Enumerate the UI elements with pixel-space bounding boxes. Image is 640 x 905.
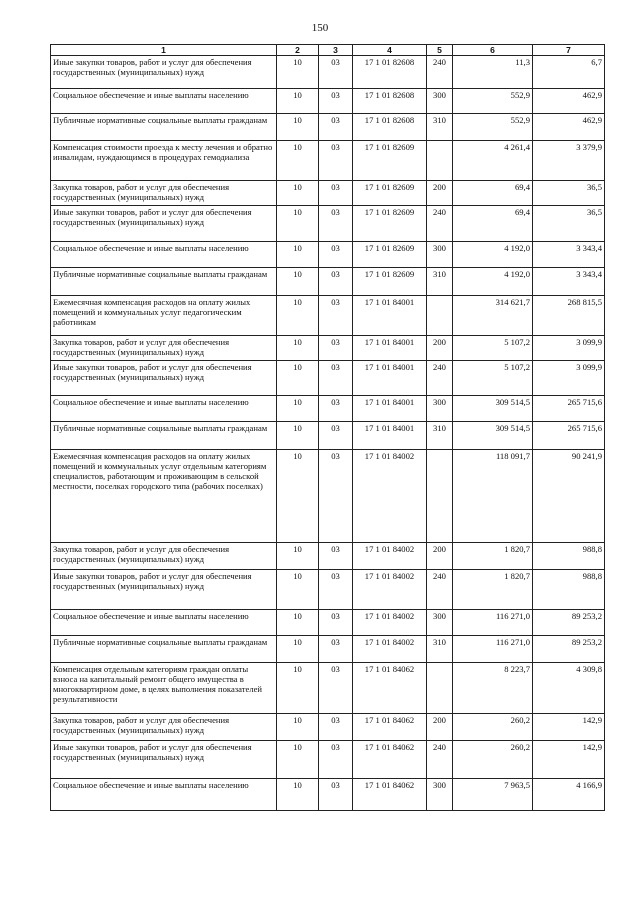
table-row [51, 336, 605, 361]
row-section: 10 [277, 296, 319, 336]
row-amount-actual: 988,8 [533, 543, 605, 570]
row-amount-actual: 462,9 [533, 114, 605, 141]
row-expense-type [427, 296, 453, 336]
row-description: Компенсация стоимости проезда к месту лечения и обратно инвалидам, нуждающимся в процедурах гемодиализа [51, 141, 277, 181]
row-description: Социальное обеспечение и иные выплаты населению [51, 242, 277, 268]
row-amount-actual: 4 309,8 [533, 663, 605, 714]
row-description: Иные закупки товаров, работ и услуг для обеспечения государственных (муниципальных) нужд [51, 206, 277, 242]
row-amount-actual: 3 343,4 [533, 242, 605, 268]
row-target-article: 17 1 01 82609 [353, 242, 427, 268]
row-amount-plan: 5 107,2 [453, 336, 533, 361]
row-section: 10 [277, 422, 319, 450]
table-row [51, 361, 605, 396]
row-amount-plan: 7 963,5 [453, 779, 533, 811]
row-target-article: 17 1 01 82608 [353, 114, 427, 141]
row-amount-plan: 309 514,5 [453, 396, 533, 422]
row-amount-plan: 309 514,5 [453, 422, 533, 450]
row-subsection: 03 [319, 663, 353, 714]
row-description: Социальное обеспечение и иные выплаты населению [51, 779, 277, 811]
row-subsection: 03 [319, 610, 353, 636]
row-description: Социальное обеспечение и иные выплаты населению [51, 610, 277, 636]
row-section: 10 [277, 56, 319, 89]
column-header: 7 [533, 45, 605, 56]
row-target-article: 17 1 01 82609 [353, 181, 427, 206]
row-target-article: 17 1 01 84001 [353, 396, 427, 422]
row-expense-type [427, 141, 453, 181]
row-target-article: 17 1 01 84062 [353, 741, 427, 779]
row-amount-plan: 4 261,4 [453, 141, 533, 181]
table-row [51, 741, 605, 779]
row-subsection: 03 [319, 450, 353, 543]
row-description: Закупка товаров, работ и услуг для обеспечения государственных (муниципальных) нужд [51, 714, 277, 741]
row-amount-actual: 89 253,2 [533, 610, 605, 636]
row-target-article: 17 1 01 84002 [353, 450, 427, 543]
row-target-article: 17 1 01 84001 [353, 296, 427, 336]
row-expense-type: 200 [427, 543, 453, 570]
row-section: 10 [277, 361, 319, 396]
row-subsection: 03 [319, 570, 353, 610]
row-amount-actual: 6,7 [533, 56, 605, 89]
column-header: 6 [453, 45, 533, 56]
row-target-article: 17 1 01 84002 [353, 543, 427, 570]
row-description: Публичные нормативные социальные выплаты гражданам [51, 268, 277, 296]
row-target-article: 17 1 01 84002 [353, 636, 427, 663]
row-expense-type: 310 [427, 268, 453, 296]
table-row [51, 570, 605, 610]
row-subsection: 03 [319, 114, 353, 141]
row-amount-plan: 11,3 [453, 56, 533, 89]
table-row [51, 181, 605, 206]
row-section: 10 [277, 114, 319, 141]
row-amount-plan: 552,9 [453, 89, 533, 114]
table-row [51, 114, 605, 141]
row-subsection: 03 [319, 89, 353, 114]
row-target-article: 17 1 01 84001 [353, 361, 427, 396]
row-target-article: 17 1 01 82608 [353, 56, 427, 89]
row-subsection: 03 [319, 268, 353, 296]
page-number: 150 [311, 22, 329, 34]
row-amount-actual: 3 379,9 [533, 141, 605, 181]
row-section: 10 [277, 141, 319, 181]
row-amount-actual: 265 715,6 [533, 396, 605, 422]
row-section: 10 [277, 779, 319, 811]
row-expense-type: 300 [427, 89, 453, 114]
row-description: Закупка товаров, работ и услуг для обеспечения государственных (муниципальных) нужд [51, 181, 277, 206]
row-amount-actual: 268 815,5 [533, 296, 605, 336]
row-description: Публичные нормативные социальные выплаты гражданам [51, 422, 277, 450]
table-row [51, 296, 605, 336]
column-header: 1 [51, 45, 277, 56]
row-subsection: 03 [319, 714, 353, 741]
row-description: Иные закупки товаров, работ и услуг для обеспечения государственных (муниципальных) нужд [51, 56, 277, 89]
row-amount-plan: 5 107,2 [453, 361, 533, 396]
table-row [51, 610, 605, 636]
row-amount-actual: 462,9 [533, 89, 605, 114]
row-expense-type: 300 [427, 610, 453, 636]
table-row [51, 89, 605, 114]
row-amount-plan: 1 820,7 [453, 570, 533, 610]
row-section: 10 [277, 663, 319, 714]
row-amount-plan: 118 091,7 [453, 450, 533, 543]
table-row [51, 663, 605, 714]
column-header: 2 [277, 45, 319, 56]
row-expense-type: 300 [427, 396, 453, 422]
row-section: 10 [277, 543, 319, 570]
budget-table [50, 44, 605, 811]
row-description: Социальное обеспечение и иные выплаты населению [51, 89, 277, 114]
table-row [51, 242, 605, 268]
row-section: 10 [277, 570, 319, 610]
row-amount-actual: 89 253,2 [533, 636, 605, 663]
table-row [51, 636, 605, 663]
row-section: 10 [277, 181, 319, 206]
row-expense-type: 240 [427, 206, 453, 242]
row-subsection: 03 [319, 422, 353, 450]
row-subsection: 03 [319, 242, 353, 268]
row-subsection: 03 [319, 141, 353, 181]
column-header: 4 [353, 45, 427, 56]
row-amount-actual: 988,8 [533, 570, 605, 610]
column-header: 5 [427, 45, 453, 56]
row-target-article: 17 1 01 84062 [353, 714, 427, 741]
row-subsection: 03 [319, 181, 353, 206]
row-subsection: 03 [319, 636, 353, 663]
table-row [51, 714, 605, 741]
table-row [51, 396, 605, 422]
row-description: Иные закупки товаров, работ и услуг для обеспечения государственных (муниципальных) нужд [51, 570, 277, 610]
row-amount-actual: 36,5 [533, 206, 605, 242]
row-amount-actual: 142,9 [533, 741, 605, 779]
row-expense-type: 300 [427, 779, 453, 811]
row-expense-type: 200 [427, 714, 453, 741]
table-row [51, 56, 605, 89]
row-expense-type: 240 [427, 56, 453, 89]
row-subsection: 03 [319, 741, 353, 779]
row-target-article: 17 1 01 84062 [353, 663, 427, 714]
row-amount-actual: 142,9 [533, 714, 605, 741]
row-amount-actual: 3 099,9 [533, 336, 605, 361]
row-target-article: 17 1 01 84002 [353, 610, 427, 636]
row-subsection: 03 [319, 396, 353, 422]
row-amount-plan: 1 820,7 [453, 543, 533, 570]
row-amount-plan: 69,4 [453, 206, 533, 242]
row-section: 10 [277, 336, 319, 361]
row-section: 10 [277, 636, 319, 663]
row-description: Публичные нормативные социальные выплаты гражданам [51, 636, 277, 663]
row-expense-type: 310 [427, 114, 453, 141]
table-row [51, 450, 605, 543]
row-section: 10 [277, 450, 319, 543]
row-section: 10 [277, 396, 319, 422]
row-section: 10 [277, 89, 319, 114]
header-row [51, 45, 605, 56]
table-row [51, 543, 605, 570]
row-description: Публичные нормативные социальные выплаты гражданам [51, 114, 277, 141]
row-expense-type [427, 450, 453, 543]
table-row [51, 779, 605, 811]
row-description: Ежемесячная компенсация расходов на оплату жилых помещений и коммунальных услуг отдельным категориям специалистов, работающим и проживающим в сельской местности, поселках городского типа (рабочих поселках) [51, 450, 277, 543]
row-target-article: 17 1 01 82609 [353, 206, 427, 242]
row-description: Иные закупки товаров, работ и услуг для обеспечения государственных (муниципальных) нужд [51, 741, 277, 779]
row-expense-type: 240 [427, 361, 453, 396]
row-subsection: 03 [319, 336, 353, 361]
table-row [51, 268, 605, 296]
column-header: 3 [319, 45, 353, 56]
row-target-article: 17 1 01 84001 [353, 336, 427, 361]
row-amount-plan: 4 192,0 [453, 268, 533, 296]
row-expense-type: 240 [427, 570, 453, 610]
row-section: 10 [277, 242, 319, 268]
table-row [51, 206, 605, 242]
row-amount-plan: 260,2 [453, 714, 533, 741]
row-description: Иные закупки товаров, работ и услуг для обеспечения государственных (муниципальных) нужд [51, 361, 277, 396]
table-row [51, 422, 605, 450]
row-expense-type: 200 [427, 181, 453, 206]
row-expense-type: 300 [427, 242, 453, 268]
row-subsection: 03 [319, 543, 353, 570]
row-amount-actual: 36,5 [533, 181, 605, 206]
row-target-article: 17 1 01 82609 [353, 268, 427, 296]
row-amount-actual: 4 166,9 [533, 779, 605, 811]
row-amount-plan: 116 271,0 [453, 636, 533, 663]
row-section: 10 [277, 206, 319, 242]
row-section: 10 [277, 268, 319, 296]
row-section: 10 [277, 741, 319, 779]
row-target-article: 17 1 01 84001 [353, 422, 427, 450]
row-section: 10 [277, 714, 319, 741]
row-subsection: 03 [319, 361, 353, 396]
row-amount-actual: 265 715,6 [533, 422, 605, 450]
row-amount-plan: 8 223,7 [453, 663, 533, 714]
row-expense-type: 310 [427, 636, 453, 663]
row-amount-plan: 116 271,0 [453, 610, 533, 636]
row-amount-plan: 314 621,7 [453, 296, 533, 336]
row-subsection: 03 [319, 779, 353, 811]
row-description: Закупка товаров, работ и услуг для обеспечения государственных (муниципальных) нужд [51, 543, 277, 570]
row-expense-type: 310 [427, 422, 453, 450]
row-amount-actual: 3 343,4 [533, 268, 605, 296]
row-expense-type [427, 663, 453, 714]
row-description: Ежемесячная компенсация расходов на оплату жилых помещений и коммунальных услуг педагогическим работникам [51, 296, 277, 336]
row-amount-actual: 3 099,9 [533, 361, 605, 396]
row-subsection: 03 [319, 296, 353, 336]
row-target-article: 17 1 01 82608 [353, 89, 427, 114]
row-amount-plan: 552,9 [453, 114, 533, 141]
row-amount-actual: 90 241,9 [533, 450, 605, 543]
row-description: Социальное обеспечение и иные выплаты населению [51, 396, 277, 422]
row-target-article: 17 1 01 84002 [353, 570, 427, 610]
row-expense-type: 200 [427, 336, 453, 361]
row-description: Компенсация отдельным категориям граждан оплаты взноса на капитальный ремонт общего имущества в многоквартирном доме, в целях выполнения показателей результативности [51, 663, 277, 714]
row-subsection: 03 [319, 206, 353, 242]
row-amount-plan: 260,2 [453, 741, 533, 779]
row-section: 10 [277, 610, 319, 636]
row-target-article: 17 1 01 84062 [353, 779, 427, 811]
row-subsection: 03 [319, 56, 353, 89]
row-amount-plan: 4 192,0 [453, 242, 533, 268]
row-description: Закупка товаров, работ и услуг для обеспечения государственных (муниципальных) нужд [51, 336, 277, 361]
table-row [51, 141, 605, 181]
row-expense-type: 240 [427, 741, 453, 779]
row-amount-plan: 69,4 [453, 181, 533, 206]
row-target-article: 17 1 01 82609 [353, 141, 427, 181]
